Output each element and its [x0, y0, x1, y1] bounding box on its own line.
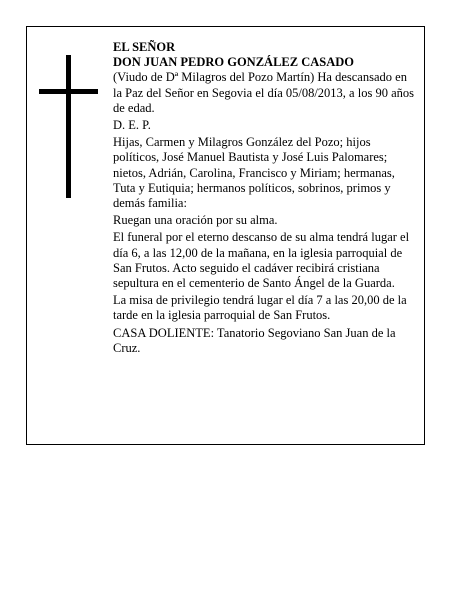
rest-in-peace: D. E. P.: [113, 118, 151, 133]
prayer-request: Ruegan una oración por su alma.: [113, 213, 278, 228]
funeral-home: CASA DOLIENTE: Tanatorio Segoviano San Juan de la Cruz.: [113, 325, 396, 355]
obituary-text: [113, 40, 415, 358]
cross-vertical-bar: [66, 55, 71, 198]
obituary-notice: [26, 26, 425, 445]
family-list: Hijas, Carmen y Milagros González del Pozo; hijos políticos, José Manuel Bautista y José Luis Palomares; nietos, Adrián, Carolina, Francisco y Miriam; hermanas, Tuta y Eutiquia; hermanos políticos, sobrinos, primos y demás familia:: [113, 135, 395, 211]
death-announcement: (Viudo de Dª Milagros del Pozo Martín) Ha descansado en la Paz del Señor en Segovia el día 05/08/2013, a los 90 años de edad.: [113, 70, 414, 115]
funeral-details: El funeral por el eterno descanso de su alma tendrá lugar el día 6, a las 12,00 de la mañana, en la iglesia parroquial de San Frutos. Acto seguido el cadáver recibirá cristiana sepultura en el cementerio de Santo Ángel de la Guarda.: [113, 230, 410, 291]
notice-heading: EL SEÑOR: [113, 40, 176, 54]
mass-details: La misa de privilegio tendrá lugar el día 7 a las 20,00 de la tarde en la iglesia parroquial de San Frutos.: [113, 293, 407, 323]
deceased-name: DON JUAN PEDRO GONZÁLEZ CASADO: [113, 55, 354, 70]
cross-horizontal-bar: [39, 89, 98, 94]
